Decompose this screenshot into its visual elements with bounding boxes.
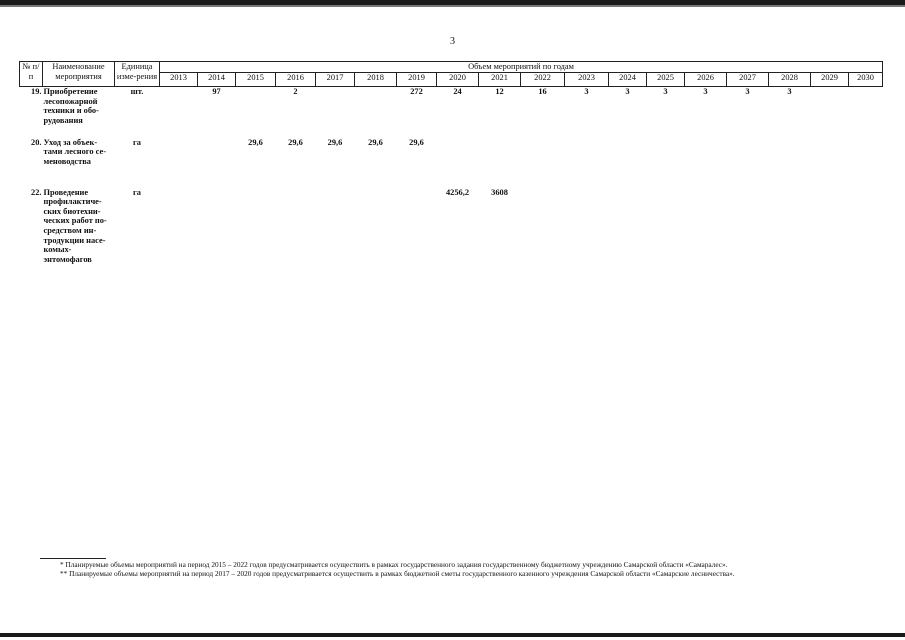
header-year: 2015 <box>236 73 276 87</box>
row-value <box>160 188 198 278</box>
row-value: 29,6 <box>409 137 424 147</box>
row-value <box>437 138 479 188</box>
page-number: 3 <box>450 36 455 47</box>
row-name: Приобретение лесопожарной техники и обо-рудования <box>43 87 99 125</box>
row-unit: га <box>133 137 141 147</box>
row-value <box>276 188 316 278</box>
row-value <box>355 87 397 138</box>
row-value <box>811 87 849 138</box>
row-value <box>521 188 565 278</box>
row-value <box>236 87 276 138</box>
row-value: 3608 <box>491 187 508 197</box>
row-value <box>609 188 647 278</box>
row-value: 3 <box>625 87 630 96</box>
header-year: 2028 <box>769 73 811 87</box>
header-year: 2027 <box>727 73 769 87</box>
header-num: № п/п <box>20 62 43 87</box>
row-unit: шт. <box>130 87 144 96</box>
row-value: 29,6 <box>327 137 343 147</box>
row-value <box>811 138 849 188</box>
row-value: 97 <box>212 87 221 96</box>
scan-bottom-edge <box>0 633 905 637</box>
row-value: 4256,2 <box>445 187 470 197</box>
header-unit: Единица изме-рения <box>115 62 160 87</box>
header-year: 2020 <box>437 73 479 87</box>
row-value <box>609 138 647 188</box>
row-value: 2 <box>293 87 298 96</box>
row-value <box>727 188 769 278</box>
header-year: 2024 <box>609 73 647 87</box>
header-year: 2030 <box>849 73 883 87</box>
row-value <box>316 87 355 138</box>
row-value: 24 <box>453 87 462 96</box>
measures-table <box>19 61 883 278</box>
row-number: 22. <box>31 187 42 197</box>
row-value <box>769 188 811 278</box>
row-number: 20. <box>31 137 42 147</box>
row-value <box>198 188 236 278</box>
row-value <box>397 188 437 278</box>
header-year: 2017 <box>316 73 355 87</box>
row-value <box>521 138 565 188</box>
row-value <box>160 138 198 188</box>
row-value <box>685 188 727 278</box>
header-year: 2013 <box>160 73 198 87</box>
row-value: 272 <box>410 87 423 96</box>
row-value <box>647 188 685 278</box>
row-name: Проведение профилактиче-ских биотехни-ческих работ по-средством ин-тродукции насе-комых-энтомофагов <box>43 187 107 265</box>
row-value: 3 <box>703 87 708 96</box>
row-value <box>849 138 883 188</box>
row-unit: га <box>133 187 141 197</box>
header-volume: Объем мероприятий по годам <box>160 62 883 73</box>
row-value: 29,6 <box>288 137 303 147</box>
header-year: 2025 <box>647 73 685 87</box>
row-value: 29,6 <box>368 137 383 147</box>
header-name: Наименование мероприятия <box>43 62 115 87</box>
row-value: 16 <box>538 87 547 96</box>
row-value <box>355 188 397 278</box>
row-value: 3 <box>745 87 750 96</box>
row-value <box>811 188 849 278</box>
footnote-1: * Планируемые объемы мероприятий на период 2015 – 2022 годов предусматривается осуществить в рамках государственного задания государственному бюджетному учреждению Самарской области «Самаралес». <box>60 560 728 569</box>
row-name: Уход за объек-тами лесного се-меноводства <box>43 137 106 166</box>
row-value <box>160 87 198 138</box>
table-row <box>20 138 883 188</box>
header-year: 2016 <box>276 73 316 87</box>
row-value <box>685 138 727 188</box>
row-value <box>479 138 521 188</box>
row-value: 3 <box>584 87 589 96</box>
row-value: 29,6 <box>248 137 263 147</box>
row-number: 19. <box>31 87 42 96</box>
scan-top-shadow <box>0 5 905 7</box>
row-value <box>565 138 609 188</box>
row-value <box>236 188 276 278</box>
header-year: 2022 <box>521 73 565 87</box>
table-row <box>20 188 883 278</box>
footnotes <box>40 560 886 579</box>
header-year: 2023 <box>565 73 609 87</box>
row-value <box>565 188 609 278</box>
footnote-rule <box>40 558 106 559</box>
row-value: 3 <box>663 87 668 96</box>
header-year: 2029 <box>811 73 849 87</box>
footnote-2: ** Планируемые объемы мероприятий на период 2017 – 2020 годов предусматривается осуществить в рамках бюджетной сметы государственного казенного учреждения Самарской области «Самарские лесничества». <box>60 569 735 579</box>
header-year: 2026 <box>685 73 727 87</box>
row-value <box>849 87 883 138</box>
header-year: 2018 <box>355 73 397 87</box>
header-year: 2021 <box>479 73 521 87</box>
row-value: 12 <box>495 87 504 96</box>
row-value <box>198 138 236 188</box>
table-row <box>20 87 883 138</box>
table-body <box>20 87 883 278</box>
row-value <box>316 188 355 278</box>
header-year: 2019 <box>397 73 437 87</box>
row-value <box>727 138 769 188</box>
row-value <box>849 188 883 278</box>
header-year: 2014 <box>198 73 236 87</box>
row-value <box>769 138 811 188</box>
row-value: 3 <box>787 87 792 96</box>
row-value <box>647 138 685 188</box>
